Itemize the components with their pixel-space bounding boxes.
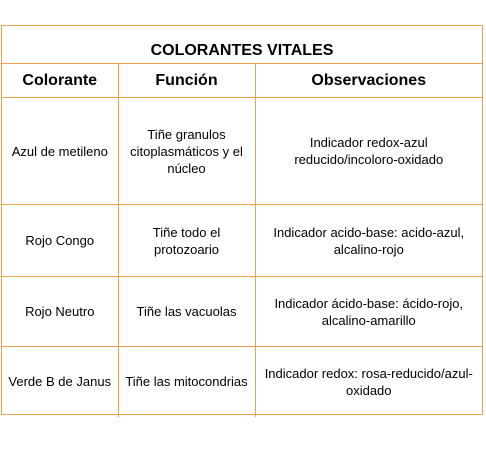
header-observaciones: Observaciones	[255, 64, 482, 98]
cell-colorante: Rojo Congo	[2, 205, 118, 277]
cell-observaciones: Indicador ácido-base: ácido-rojo, alcalino-amarillo	[255, 277, 482, 347]
header-colorante: Colorante	[2, 64, 118, 98]
cell-funcion: Tiñe granulos citoplasmáticos y el núcleo	[118, 98, 255, 205]
colorantes-table	[2, 63, 482, 417]
table-row	[2, 205, 482, 277]
cell-observaciones: Indicador redox-azul reducido/incoloro-oxidado	[255, 98, 482, 205]
table-row	[2, 277, 482, 347]
cell-funcion: Tiñe todo el protozoario	[118, 205, 255, 277]
table-title: COLORANTES VITALES	[150, 42, 334, 59]
cell-observaciones: Indicador redox: rosa-reducido/azul-oxidado	[255, 347, 482, 417]
cell-colorante: Azul de metileno	[2, 98, 118, 205]
table-row	[2, 98, 482, 205]
header-row	[2, 64, 482, 98]
table-frame	[1, 25, 483, 415]
header-funcion: Función	[118, 64, 255, 98]
cell-colorante: Rojo Neutro	[2, 277, 118, 347]
cell-observaciones: Indicador acido-base: acido-azul, alcalino-rojo	[255, 205, 482, 277]
table-row	[2, 347, 482, 417]
cell-colorante: Verde B de Janus	[2, 347, 118, 417]
cell-funcion: Tiñe las vacuolas	[118, 277, 255, 347]
cell-funcion: Tiñe las mitocondrias	[118, 347, 255, 417]
